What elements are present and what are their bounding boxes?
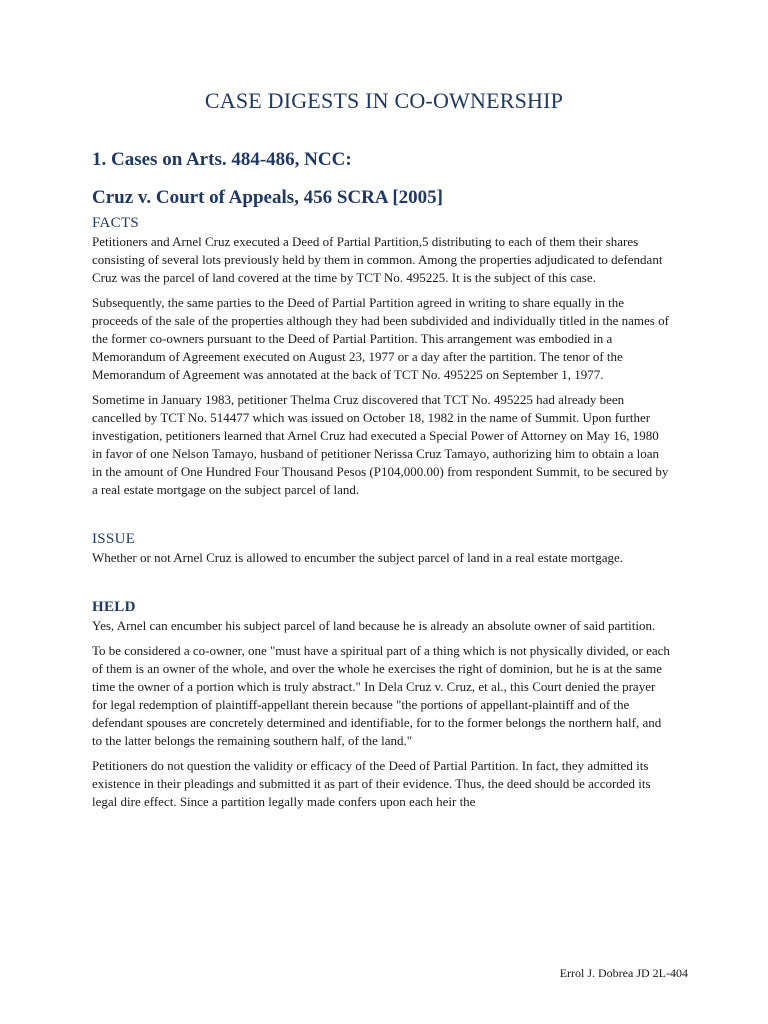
facts-paragraph: Sometime in January 1983, petitioner Thelma Cruz discovered that TCT No. 495225 had already been cancelled by TCT No. 514477 which was issued on October 18, 1982 in the name of Summit. Upon further investigation, petitioners learned that Arnel Cruz had executed a Special Power of Attorney on May 16, 1980 in favor of one Nelson Tamayo, husband of petitioner Nerissa Cruz Tamayo, authorizing him to obtain a loan in the amount of One Hundred Four Thousand Pesos (P104,000.00) from respondent Summit, to be secured by a real estate mortgage on the subject parcel of land. bbox=[92, 392, 669, 497]
spacer bbox=[92, 574, 672, 598]
author-footer: Errol J. Dobrea JD 2L-404 bbox=[559, 966, 688, 980]
spacer bbox=[92, 506, 672, 530]
held-paragraph: Petitioners do not question the validity or efficacy of the Deed of Partial Partition. In fact, they admitted its existence in their pleadings and submitted it as part of their evidence. Thus, the deed should be accorded its legal dire effect. Since a partition legally made confers upon each heir the bbox=[92, 758, 651, 809]
held-paragraph: Yes, Arnel can encumber his subject parcel of land because he is already an absolute owner of said partition. bbox=[92, 618, 656, 633]
facts-paragraph: Petitioners and Arnel Cruz executed a Deed of Partial Partition,5 distributing to each of them their shares consisting of several lots previously held by them in common. Among the properties adjudicated to defendant Cruz was the parcel of land covered at the time by TCT No. 495225. It is the subject of this case. bbox=[92, 234, 663, 285]
document-title: CASE DIGESTS IN CO-OWNERSHIP bbox=[204, 88, 564, 113]
issue-heading: ISSUE bbox=[92, 531, 136, 547]
case-heading: Cruz v. Court of Appeals, 456 SCRA [2005] bbox=[92, 187, 443, 208]
document-body bbox=[92, 148, 672, 818]
held-paragraph: To be considered a co-owner, one "must have a spiritual part of a thing which is not physically divided, or each of them is an owner of the whole, and over the whole he exercises the right of dominion, but he is at the same time the owner of a portion which is truly abstract." In Dela Cruz v. Cruz, et al., this Court denied the prayer for legal redemption of plaintiff-appellant therein because "the portions of appellant-plaintiff and of the defendant spouses are concretely determined and identifiable, for to the former belongs the northern half, and to the latter belongs the remaining southern half, of the land." bbox=[92, 643, 670, 748]
facts-heading: FACTS bbox=[92, 215, 140, 231]
facts-paragraph: Subsequently, the same parties to the Deed of Partial Partition agreed in writing to share equally in the proceeds of the sale of the properties although they had been subdivided and individually titled in the names of the former co-owners pursuant to the Deed of Partial Partition. This arrangement was embodied in a Memorandum of Agreement executed on August 23, 1977 or a day after the partition. The tenor of the Memorandum of Agreement was annotated at the back of TCT No. 495225 on September 1, 1977. bbox=[92, 295, 669, 382]
issue-paragraph: Whether or not Arnel Cruz is allowed to encumber the subject parcel of land in a real estate mortgage. bbox=[92, 550, 623, 565]
held-heading: HELD bbox=[92, 599, 136, 615]
section-heading: 1. Cases on Arts. 484-486, NCC: bbox=[92, 149, 352, 170]
